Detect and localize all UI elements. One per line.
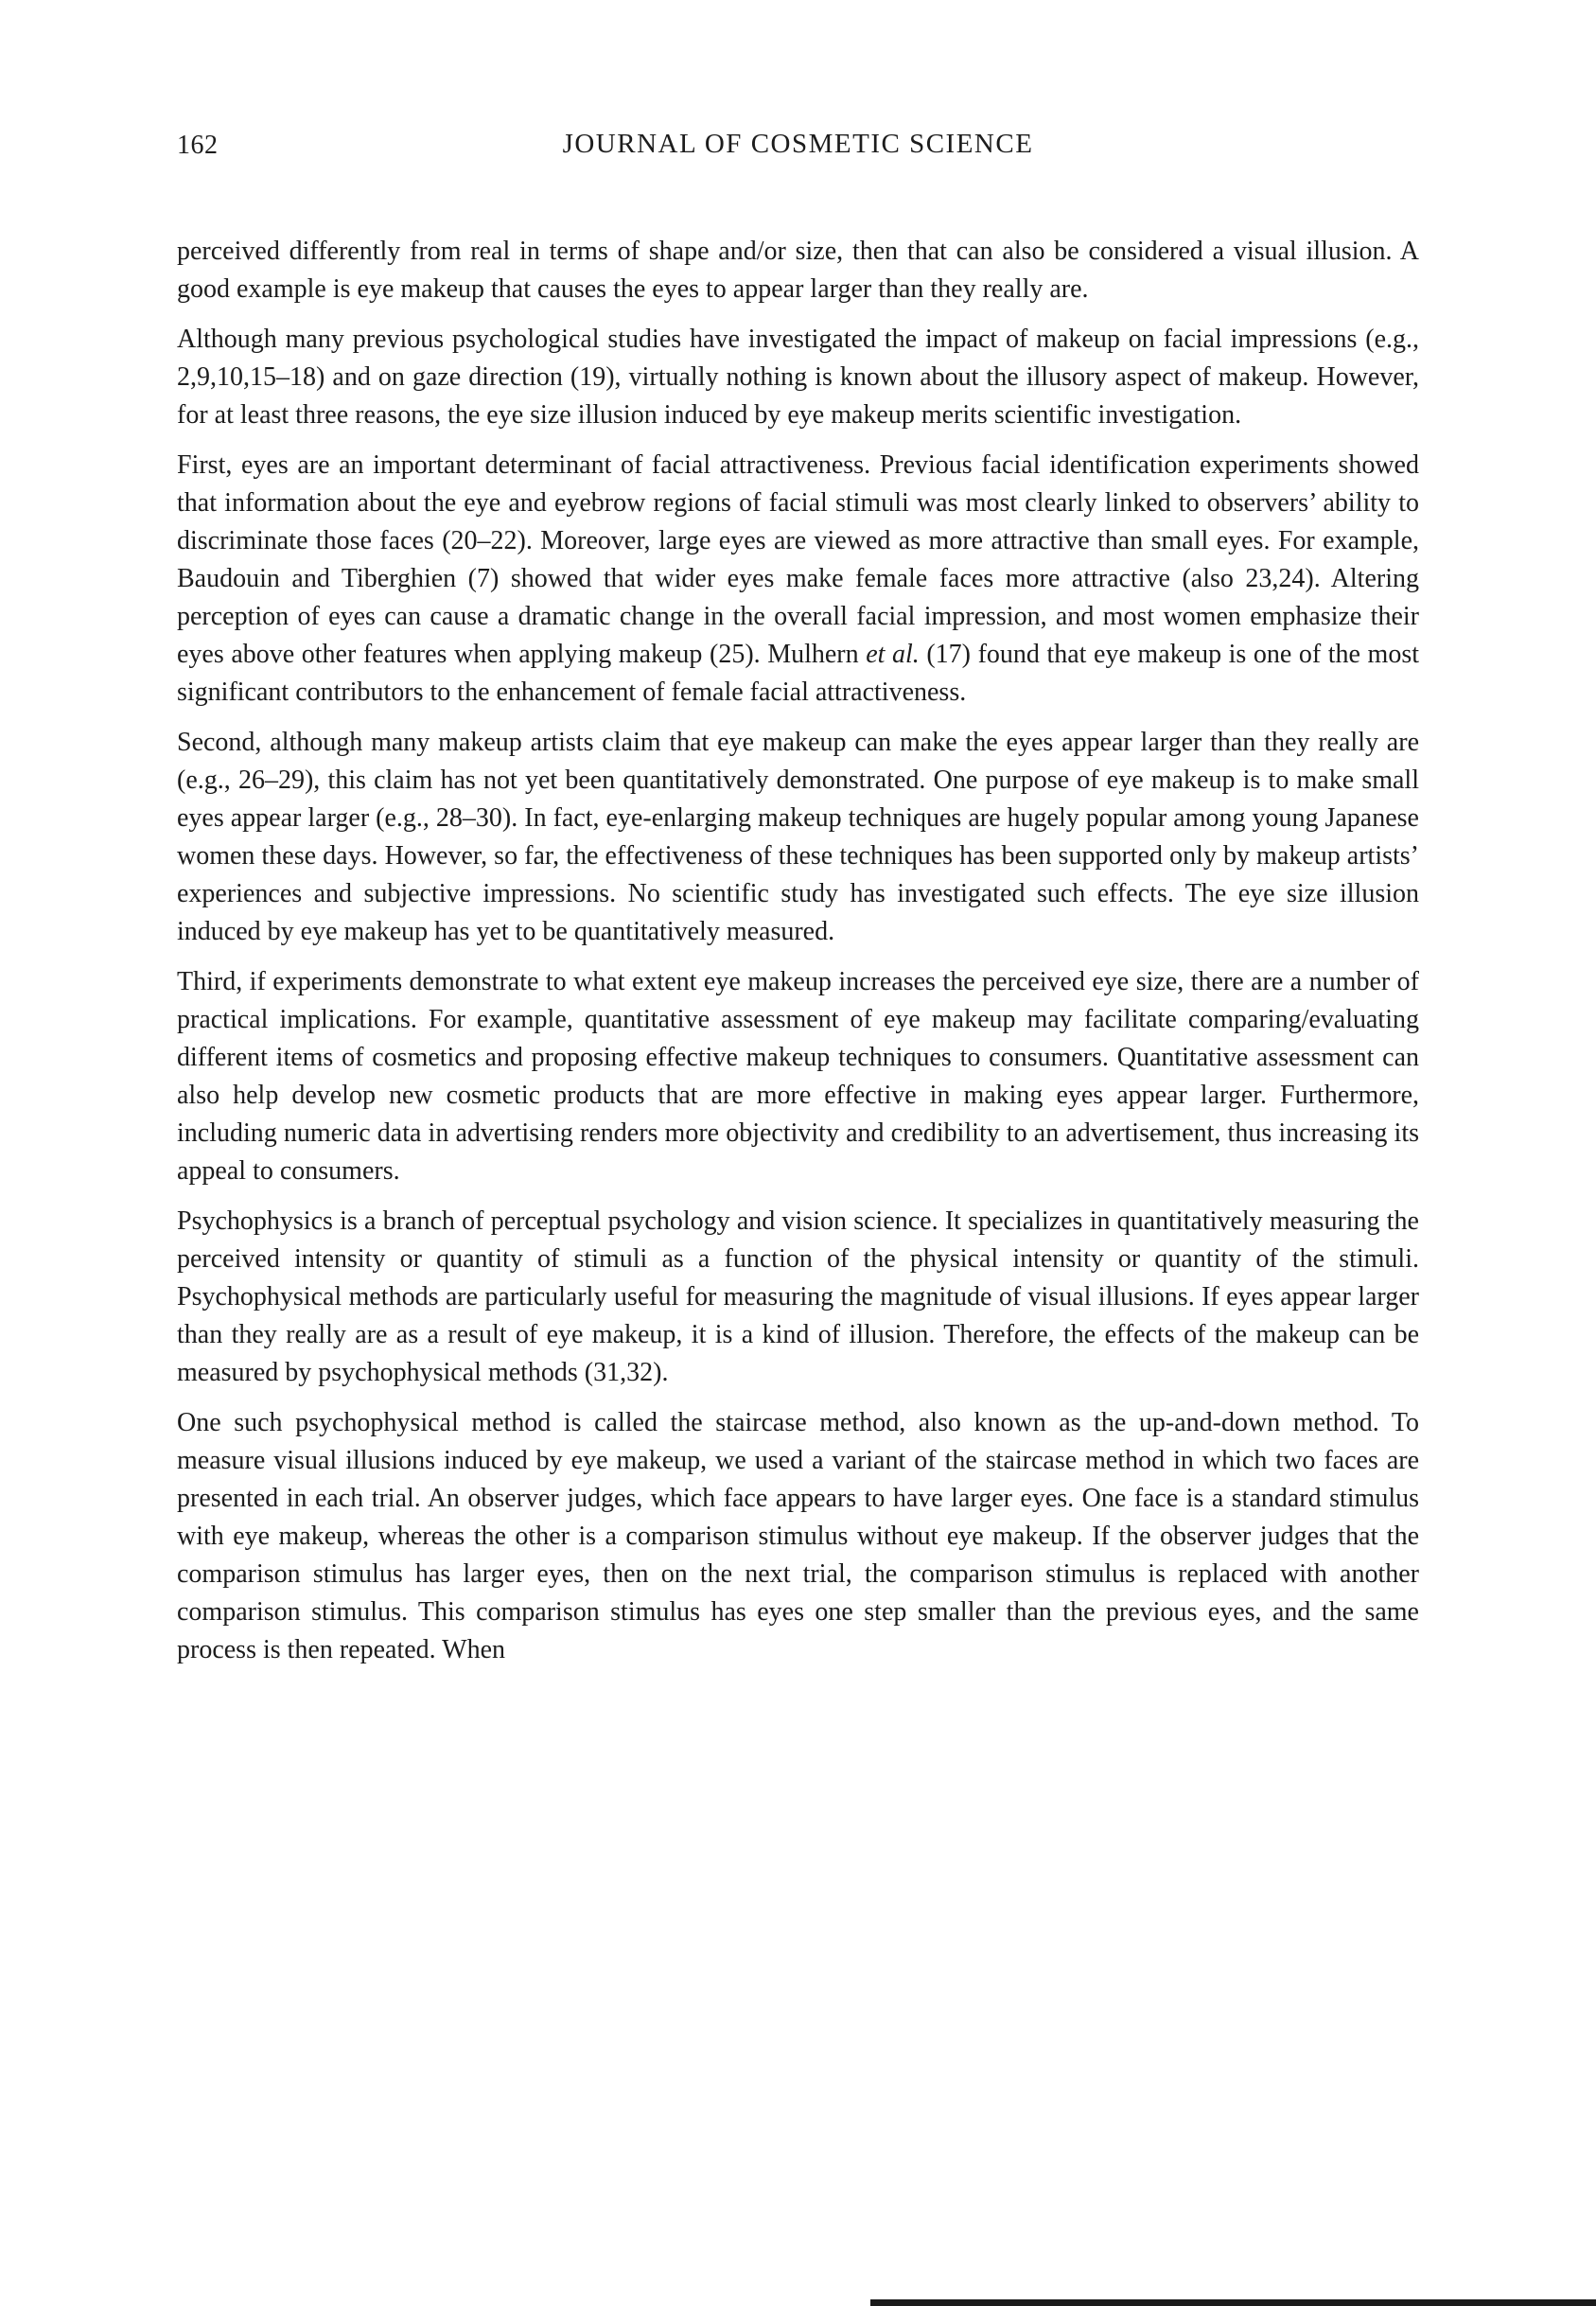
text-run: First, eyes are an important determinant of facial attractiveness. Previous facial identification experiments showed that information about the eye and eyebrow regions of facial stimuli was most clearly linked to observers’ ability to discriminate those faces (20–22). Moreover, large eyes are viewed as more attractive than small eyes. For example, Baudouin and Tiberghien (7) showed that wider eyes make female faces more attractive (also 23,24). Altering perception of eyes can cause a dramatic change in the overall facial impression, and most women emphasize their eyes above other features when applying makeup (25). Mulhern	[177, 450, 1419, 669]
text-run: Although many previous psychological studies have investigated the impact of makeup on facial impressions (e.g., 2,9,10,15–18) and on gaze direction (19), virtually nothing is known about the illusory aspect of makeup. However, for at least three reasons, the eye size illusion induced by eye makeup merits scientific investigation.	[177, 325, 1419, 430]
paragraph	[177, 321, 1419, 434]
paragraph	[177, 447, 1419, 712]
page-number: 162	[177, 131, 219, 160]
paragraph	[177, 724, 1419, 951]
journal-title: JOURNAL OF COSMETIC SCIENCE	[562, 129, 1034, 159]
text-run: One such psychophysical method is called the staircase method, also known as the up-and-down method. To measure visual illusions induced by eye makeup, we used a variant of the staircase method in which two faces are presented in each trial. An observer judges, which face appears to have larger eyes. One face is a standard stimulus with eye makeup, whereas the other is a comparison stimulus without eye makeup. If the observer judges that the comparison stimulus has larger eyes, then on the next trial, the comparison stimulus is replaced with another comparison stimulus. This comparison stimulus has eyes one step smaller than the previous eyes, and the same process is then repeated. When	[177, 1408, 1419, 1664]
paragraph	[177, 233, 1419, 308]
article-body	[177, 233, 1419, 1669]
paragraph	[177, 1203, 1419, 1392]
scan-edge-artifact	[870, 2299, 1596, 2306]
italic-text-run: et al.	[866, 640, 920, 669]
text-run: Third, if experiments demonstrate to what extent eye makeup increases the perceived eye size, there are a number of practical implications. For example, quantitative assessment of eye makeup may facilitate comparing/evaluating different items of cosmetics and proposing effective makeup techniques to consumers. Quantitative assessment can also help develop new cosmetic products that are more effective in making eyes appear larger. Furthermore, including numeric data in advertising renders more objectivity and credibility to an advertisement, thus increasing its appeal to consumers.	[177, 967, 1419, 1186]
paragraph	[177, 1404, 1419, 1669]
paragraph	[177, 963, 1419, 1190]
text-run: perceived differently from real in terms of shape and/or size, then that can also be considered a visual illusion. A good example is eye makeup that causes the eyes to appear larger than they really are.	[177, 237, 1419, 304]
page-header	[177, 129, 1419, 167]
text-run: (17) found that eye makeup is one of the most significant contributors to the enhancement of female facial attractiveness.	[177, 640, 1420, 707]
text-run: Second, although many makeup artists claim that eye makeup can make the eyes appear larger than they really are (e.g., 26–29), this claim has not yet been quantitatively demonstrated. One purpose of eye makeup is to make small eyes appear larger (e.g., 28–30). In fact, eye-enlarging makeup techniques are hugely popular among young Japanese women these days. However, so far, the effectiveness of these techniques has been supported only by makeup artists’ experiences and subjective impressions. No scientific study has investigated such effects. The eye size illusion induced by eye makeup has yet to be quantitatively measured.	[177, 728, 1419, 946]
text-run: Psychophysics is a branch of perceptual psychology and vision science. It specializes in quantitatively measuring the perceived intensity or quantity of stimuli as a function of the physical intensity or quantity of the stimuli. Psychophysical methods are particularly useful for measuring the magnitude of visual illusions. If eyes appear larger than they really are as a result of eye makeup, it is a kind of illusion. Therefore, the effects of the makeup can be measured by psychophysical methods (31,32).	[177, 1206, 1419, 1387]
